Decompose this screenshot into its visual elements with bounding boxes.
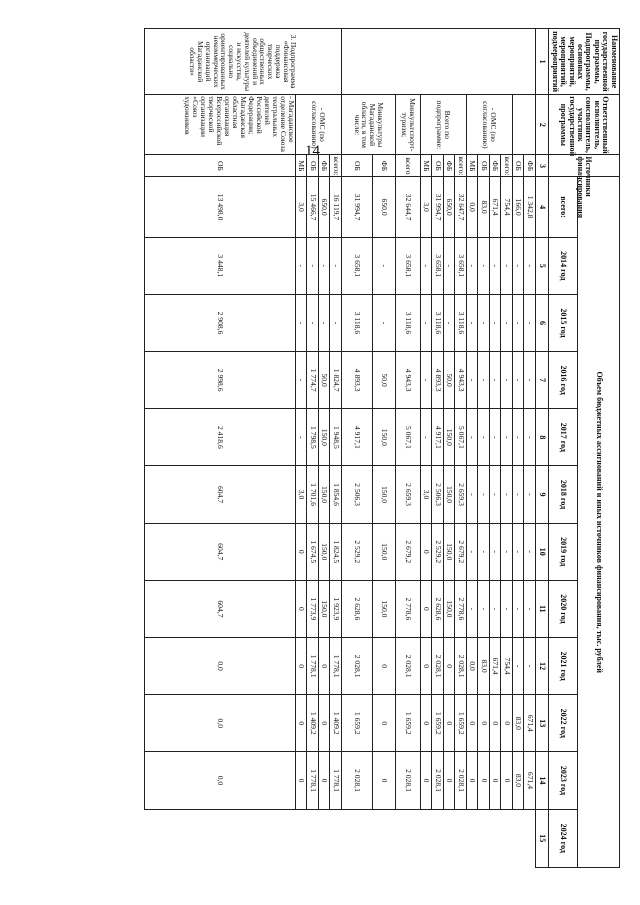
value-cell: - — [478, 352, 490, 409]
header-year: 2018 год — [549, 466, 578, 523]
value-cell: 2 028,1 — [455, 638, 467, 695]
table-row — [330, 29, 342, 868]
value-cell: 4 943,3 — [455, 352, 467, 409]
value-cell: 650,0 — [319, 177, 331, 237]
source-cell: ОБ — [145, 155, 296, 177]
rotated-table-wrapper — [40, 28, 620, 868]
value-cell: 13 498,0 — [145, 177, 296, 237]
value-cell: 671,4 — [490, 638, 502, 695]
source-cell: ОБ — [478, 155, 490, 177]
header-year: 2021 год — [549, 638, 578, 695]
subprogram-3-title: 3. Подпрограмма «Финансовая поддержка творческих общественных объединений и деятелей культуры и искусства, социально ориентированных некоммерческих организаций Магаданской области» — [145, 29, 342, 95]
value-cell: 1 778,1 — [330, 638, 342, 695]
value-cell: 1 409,2 — [330, 695, 342, 752]
col-number: 2 — [536, 95, 549, 155]
value-cell: 150,0 — [373, 466, 396, 523]
value-cell: 671,4 — [524, 695, 536, 752]
value-cell: 0 — [444, 638, 456, 695]
value-cell: - — [501, 294, 513, 351]
value-cell: - — [467, 409, 479, 466]
col-number: 1 — [536, 29, 549, 95]
value-cell: - — [513, 352, 525, 409]
value-cell: 2 506,3 — [342, 466, 373, 523]
table-row — [319, 29, 331, 868]
value-cell: 150,0 — [373, 523, 396, 580]
value-cell: 150,0 — [319, 466, 331, 523]
value-cell: 1 774,7 — [307, 352, 319, 409]
value-cell: 1 824,5 — [330, 523, 342, 580]
value-cell: 150,0 — [444, 580, 456, 637]
value-cell: 2 628,6 — [342, 580, 373, 637]
value-cell: 604,7 — [145, 523, 296, 580]
value-cell: - — [501, 523, 513, 580]
col-number: 4 — [536, 177, 549, 237]
value-cell: - — [467, 237, 479, 294]
value-cell: - — [501, 409, 513, 466]
col-number: 11 — [536, 580, 549, 637]
value-cell: 650,0 — [373, 177, 396, 237]
value-cell: 2 028,1 — [432, 638, 444, 695]
value-cell: - — [524, 638, 536, 695]
value-cell: - — [478, 409, 490, 466]
value-cell: - — [524, 409, 536, 466]
value-cell: 2 778,6 — [455, 580, 467, 637]
value-cell: 50,0 — [444, 352, 456, 409]
value-cell: 50,0 — [373, 352, 396, 409]
value-cell: - — [319, 294, 331, 351]
header-year: 2020 год — [549, 580, 578, 637]
col-number: 13 — [536, 695, 549, 752]
col-number: 5 — [536, 237, 549, 294]
source-cell: ОБ — [307, 155, 319, 177]
source-cell: ОБ — [342, 155, 373, 177]
source-cell: всего: — [456, 156, 466, 176]
value-cell: 0 — [319, 752, 331, 809]
value-cell: - — [296, 294, 308, 351]
value-cell: 0 — [373, 752, 396, 809]
value-cell: 0,0 — [467, 638, 479, 695]
value-cell: 2 028,1 — [342, 752, 373, 809]
source-cell: ФБ — [524, 155, 536, 177]
executor-total-subprogram: Всего по подпрограмме: — [421, 95, 467, 155]
value-cell: 0 — [296, 523, 308, 580]
value-cell: - — [421, 352, 433, 409]
value-cell: 0 — [296, 580, 308, 637]
value-cell: 83,0 — [478, 177, 490, 237]
value-cell: - — [319, 237, 331, 294]
value-cell: 754,4 — [501, 177, 513, 237]
value-cell: 2 529,2 — [342, 523, 373, 580]
value-cell: 1 701,6 — [307, 466, 319, 523]
value-cell: - — [513, 409, 525, 466]
value-cell: - — [524, 294, 536, 351]
table-row — [145, 29, 296, 868]
value-cell: 0 — [421, 523, 433, 580]
source-cell: МБ — [467, 155, 479, 177]
table-row — [455, 29, 467, 868]
value-cell: 2 028,1 — [432, 752, 444, 809]
value-cell: - — [467, 466, 479, 523]
value-cell: 2 659,3 — [455, 466, 467, 523]
col-number: 14 — [536, 752, 549, 809]
value-cell: 4 943,3 — [396, 352, 421, 409]
value-cell: 1 342,8 — [524, 177, 536, 237]
value-cell: 31 994,7 — [342, 177, 373, 237]
value-cell: - — [467, 352, 479, 409]
value-cell: 150,0 — [319, 523, 331, 580]
value-cell: 650,0 — [444, 177, 456, 237]
value-cell: - — [513, 580, 525, 637]
value-cell: 3 658,1 — [455, 237, 467, 294]
table-row — [467, 29, 479, 868]
table-row — [432, 29, 444, 868]
value-cell: 1 409,2 — [307, 695, 319, 752]
funding-table — [144, 28, 620, 868]
value-cell: 0 — [421, 695, 433, 752]
value-cell: - — [501, 580, 513, 637]
source-cell: ФБ — [490, 155, 502, 177]
value-cell: 83,0 — [478, 638, 490, 695]
value-cell: - — [373, 237, 396, 294]
header-year: 2024 год — [549, 809, 578, 867]
value-cell: 3 118,6 — [342, 294, 373, 351]
executor-omc: - ОМС (по согласованию) — [467, 95, 513, 155]
source-cell: МБ — [421, 155, 433, 177]
value-cell: - — [490, 352, 502, 409]
value-cell: 2 028,1 — [396, 638, 421, 695]
header-funding-title: Объем бюджетных ассигнований и иных источников финансирования, тыс. рублей — [577, 177, 619, 868]
value-cell: - — [524, 237, 536, 294]
source-cell: всего: — [331, 156, 341, 176]
table-row — [296, 29, 308, 868]
header-year: 2014 год — [549, 237, 578, 294]
value-cell: - — [307, 237, 319, 294]
header-executor: Ответственный исполнитель, соисполнитель, участник государственной программы — [549, 95, 620, 155]
value-cell: 0 — [490, 752, 502, 809]
value-cell: - — [490, 523, 502, 580]
value-cell: - — [524, 466, 536, 523]
value-cell: 3,0 — [296, 177, 308, 237]
value-cell: 0,0 — [145, 695, 296, 752]
value-cell: - — [513, 638, 525, 695]
value-cell: 0,0 — [467, 177, 479, 237]
value-cell: - — [467, 294, 479, 351]
value-cell: 3 658,1 — [342, 237, 373, 294]
table-row — [373, 29, 396, 868]
value-cell: 2 659,3 — [396, 466, 421, 523]
value-cell: 3,0 — [421, 177, 433, 237]
col-number: 6 — [536, 294, 549, 351]
value-cell: - — [296, 237, 308, 294]
header-row — [577, 29, 619, 868]
header-year: 2015 год — [549, 294, 578, 351]
value-cell: 16 119,7 — [330, 177, 342, 237]
value-cell: 0 — [478, 695, 490, 752]
value-cell: - — [513, 294, 525, 351]
executor-minkult: Минкультспорт-туризм; — [396, 95, 421, 155]
value-cell: - — [467, 523, 479, 580]
value-cell: 671,4 — [524, 752, 536, 809]
value-cell: 0 — [467, 695, 479, 752]
executor-minkult-mo: Минкультуры Магаданской области, в том числе: — [342, 95, 396, 155]
value-cell: 1 778,1 — [307, 638, 319, 695]
col-number: 8 — [536, 409, 549, 466]
value-cell: 0 — [501, 695, 513, 752]
value-cell: - — [330, 237, 342, 294]
value-cell: 1 659,2 — [455, 695, 467, 752]
value-cell: - — [478, 237, 490, 294]
source-cell: МБ — [296, 155, 308, 177]
source-cell: ФБ — [373, 155, 396, 177]
value-cell: 32 647,7 — [455, 177, 467, 237]
value-cell: 0 — [421, 752, 433, 809]
value-cell: 2 628,6 — [432, 580, 444, 637]
value-cell: 31 994,7 — [432, 177, 444, 237]
value-cell: 0 — [501, 752, 513, 809]
value-cell: 0 — [373, 695, 396, 752]
table-row — [396, 29, 421, 868]
value-cell: 1 659,2 — [432, 695, 444, 752]
value-cell: 15 466,7 — [307, 177, 319, 237]
value-cell: 150,0 — [373, 409, 396, 466]
col-number: 15 — [536, 809, 549, 867]
value-cell: 0 — [296, 695, 308, 752]
value-cell: 83,0 — [513, 752, 525, 809]
value-cell: 2 028,1 — [455, 752, 467, 809]
value-cell: - — [421, 237, 433, 294]
value-cell: 0 — [373, 638, 396, 695]
program-cell-empty — [342, 29, 536, 95]
value-cell: 0 — [444, 695, 456, 752]
col-number: 3 — [536, 155, 549, 177]
value-cell: - — [490, 580, 502, 637]
source-cell: всего — [396, 155, 421, 177]
value-cell: 3 658,1 — [396, 237, 421, 294]
value-cell: 0 — [444, 752, 456, 809]
value-cell: 150,0 — [444, 523, 456, 580]
value-cell: 754,4 — [501, 638, 513, 695]
value-cell: 3 658,1 — [432, 237, 444, 294]
value-cell: 3 448,1 — [145, 237, 296, 294]
value-cell: 4 917,1 — [432, 409, 444, 466]
value-cell: 3 118,6 — [396, 294, 421, 351]
value-cell: 150,0 — [373, 580, 396, 637]
value-cell: 2 908,6 — [145, 294, 296, 351]
value-cell: 50,0 — [319, 352, 331, 409]
value-cell: 604,7 — [145, 580, 296, 637]
value-cell: 0 — [421, 638, 433, 695]
value-cell: 150,0 — [444, 409, 456, 466]
header-year: 2023 год — [549, 752, 578, 809]
value-cell: - — [513, 237, 525, 294]
table-row — [307, 29, 319, 868]
page-number: 14 — [305, 143, 320, 159]
value-cell: 1 798,5 — [307, 409, 319, 466]
value-cell: - — [373, 294, 396, 351]
value-cell: - — [330, 294, 342, 351]
source-cell: ФБ — [319, 155, 331, 177]
value-cell: 150,0 — [319, 409, 331, 466]
col-number: 9 — [536, 466, 549, 523]
col-number: 12 — [536, 638, 549, 695]
value-cell: 3 118,6 — [455, 294, 467, 351]
value-cell: 4 893,3 — [342, 352, 373, 409]
value-cell: 166,0 — [513, 177, 525, 237]
source-cell: ФБ — [444, 155, 456, 177]
value-cell: 3 118,6 — [432, 294, 444, 351]
header-year: 2022 год — [549, 695, 578, 752]
value-cell: - — [490, 466, 502, 523]
value-cell: - — [296, 409, 308, 466]
source-cell: ОБ — [513, 155, 525, 177]
value-cell: - — [501, 237, 513, 294]
value-cell: 5 067,1 — [455, 409, 467, 466]
source-cell: ОБ — [432, 155, 444, 177]
value-cell: 2 028,1 — [396, 752, 421, 809]
value-cell: 1 659,2 — [396, 695, 421, 752]
value-cell: 1 773,9 — [307, 580, 319, 637]
executor-cell-empty — [513, 95, 536, 155]
table-row — [501, 29, 513, 868]
value-cell: 83,0 — [513, 695, 525, 752]
table-row — [421, 29, 433, 868]
value-cell: - — [524, 580, 536, 637]
header-program: Наименование государственной программы, Подпрограммы, основных мероприятий, мероприятий, подмероприятий — [549, 29, 620, 95]
value-cell: - — [421, 409, 433, 466]
table-row — [524, 29, 536, 868]
value-cell: 1 948,5 — [330, 409, 342, 466]
col-number: 7 — [536, 352, 549, 409]
value-cell: - — [478, 294, 490, 351]
value-cell: - — [501, 466, 513, 523]
value-cell: - — [467, 580, 479, 637]
value-cell: - — [524, 352, 536, 409]
value-cell: 4 893,3 — [432, 352, 444, 409]
table-row — [513, 29, 525, 868]
value-cell: 0 — [467, 752, 479, 809]
value-cell: 1 659,2 — [342, 695, 373, 752]
value-cell: 1 824,7 — [330, 352, 342, 409]
value-cell: - — [501, 352, 513, 409]
column-number-row — [536, 29, 549, 868]
value-cell: 0 — [478, 752, 490, 809]
header-year: 2016 год — [549, 352, 578, 409]
table-row — [342, 29, 373, 868]
table-row — [490, 29, 502, 868]
value-cell: 2 679,2 — [396, 523, 421, 580]
value-cell: 0 — [421, 580, 433, 637]
table-row — [478, 29, 490, 868]
executor-omc-2: - ОМС (по согласованию) — [296, 95, 342, 155]
value-cell: 0,0 — [145, 752, 296, 809]
value-cell: - — [513, 523, 525, 580]
value-cell: 5 067,1 — [396, 409, 421, 466]
value-cell: 0 — [319, 638, 331, 695]
value-cell: 2 679,2 — [455, 523, 467, 580]
table-row — [444, 29, 456, 868]
value-cell: 1 854,6 — [330, 466, 342, 523]
value-cell: 0 — [490, 695, 502, 752]
value-cell: 1 674,5 — [307, 523, 319, 580]
value-cell: - — [513, 466, 525, 523]
value-cell: - — [444, 237, 456, 294]
value-cell: - — [478, 523, 490, 580]
value-cell: - — [490, 237, 502, 294]
source-cell: всего: — [502, 156, 512, 176]
value-cell: 0,0 — [145, 638, 296, 695]
value-cell: - — [490, 409, 502, 466]
value-cell: 2 506,3 — [432, 466, 444, 523]
value-cell: - — [524, 523, 536, 580]
value-cell: 1 778,1 — [330, 752, 342, 809]
value-cell: - — [478, 580, 490, 637]
value-cell: - — [307, 294, 319, 351]
value-cell: - — [444, 294, 456, 351]
value-cell: 1 778,1 — [307, 752, 319, 809]
value-cell: 3,0 — [421, 466, 433, 523]
value-cell: 2 028,1 — [342, 638, 373, 695]
header-year: 2019 год — [549, 523, 578, 580]
value-cell: 32 644,7 — [396, 177, 421, 237]
header-source: Источники финансирования — [549, 155, 620, 177]
value-cell: 2 529,2 — [432, 523, 444, 580]
value-cell: 2 998,6 — [145, 352, 296, 409]
value-cell: - — [421, 294, 433, 351]
value-cell: - — [296, 352, 308, 409]
value-cell: 4 917,1 — [342, 409, 373, 466]
value-cell: 150,0 — [319, 580, 331, 637]
value-cell: 0 — [319, 695, 331, 752]
col-number: 10 — [536, 523, 549, 580]
value-cell: 1 923,9 — [330, 580, 342, 637]
header-year: 2017 год — [549, 409, 578, 466]
executor-union-branch: - Магаданское отделение Союза театральных деятелей Российской Федерации; Магаданская областная организация Всероссийской творческой организации «Союз художников — [145, 95, 296, 155]
value-cell: 150,0 — [444, 466, 456, 523]
value-cell: - — [478, 466, 490, 523]
value-cell: 0 — [296, 752, 308, 809]
value-cell: - — [490, 294, 502, 351]
value-cell: 2 778,6 — [396, 580, 421, 637]
value-cell: 0 — [296, 638, 308, 695]
header-total: всего: — [549, 177, 578, 237]
value-cell: 671,4 — [490, 177, 502, 237]
value-cell: 2 418,6 — [145, 409, 296, 466]
value-cell: 604,7 — [145, 466, 296, 523]
value-cell: 3,0 — [296, 466, 308, 523]
